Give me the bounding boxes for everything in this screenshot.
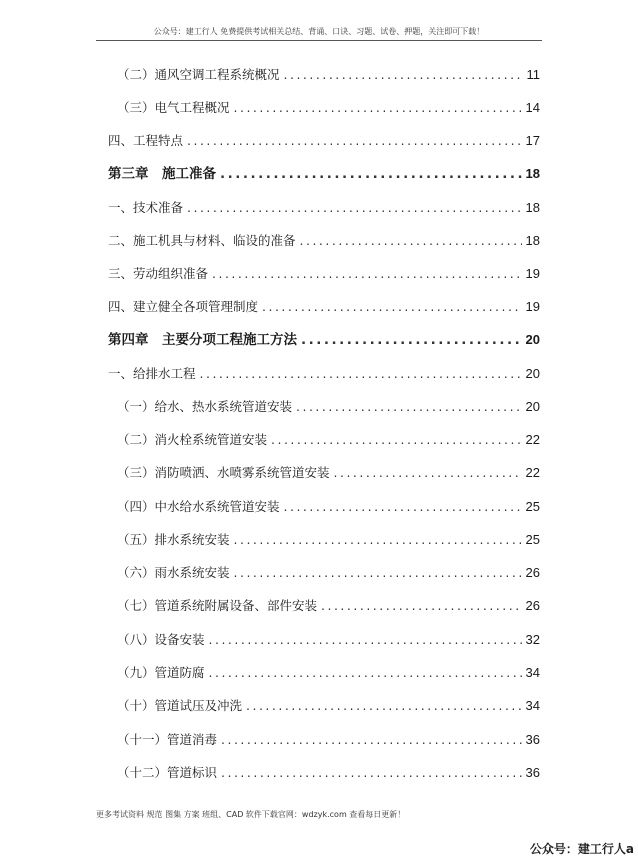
toc-dot-leader xyxy=(187,198,522,218)
toc-entry-page: 36 xyxy=(525,765,540,780)
toc-entry-title: （十一）管道消毒 xyxy=(117,732,218,747)
toc-entry[interactable] xyxy=(117,763,540,783)
toc-entry-page: 19 xyxy=(525,299,540,314)
toc-entry-page: 22 xyxy=(525,432,540,447)
toc-entry[interactable] xyxy=(117,497,540,517)
toc-entry[interactable] xyxy=(108,198,540,218)
toc-dot-leader xyxy=(321,596,522,616)
toc-dot-leader xyxy=(221,763,522,783)
toc-entry-title: （三）消防喷洒、水喷雾系统管道安装 xyxy=(117,465,330,480)
toc-entry[interactable] xyxy=(117,596,540,616)
toc-entry-title: （一）给水、热水系统管道安装 xyxy=(117,399,293,414)
watermark-label: 公众号：建工行人a xyxy=(529,842,634,856)
toc-entry-title: 第四章 主要分项工程施工方法 xyxy=(108,332,297,348)
toc-entry[interactable] xyxy=(108,364,540,384)
toc-entry-page: 14 xyxy=(525,100,540,115)
toc-entry[interactable] xyxy=(108,231,540,251)
toc-entry-title: 一、技术准备 xyxy=(108,200,184,215)
toc-dot-leader xyxy=(212,264,522,284)
toc-entry-page: 18 xyxy=(525,200,540,215)
toc-entry-page: 32 xyxy=(525,632,540,647)
toc-entry-page: 26 xyxy=(525,598,540,613)
toc-entry-title: 四、工程特点 xyxy=(108,133,184,148)
toc-dot-leader xyxy=(301,330,522,350)
toc-dot-leader xyxy=(200,364,522,384)
toc-entry[interactable] xyxy=(117,696,540,716)
toc-entry[interactable] xyxy=(108,264,540,284)
toc-entry-title: （三）电气工程概况 xyxy=(117,100,230,115)
toc-entry-title: （九）管道防腐 xyxy=(117,665,205,680)
toc-entry-title: （二）通风空调工程系统概况 xyxy=(117,67,280,82)
toc-entry-page: 25 xyxy=(525,532,540,547)
toc-entry-page: 26 xyxy=(525,565,540,580)
page-footer: 更多考试资料 规范 图集 方案 班组、CAD 软件下载官网：wdzyk.com 查看每日更新！ xyxy=(96,810,406,819)
toc-entry-title: 四、建立健全各项管理制度 xyxy=(108,299,259,314)
toc-entry-title: 三、劳动组织准备 xyxy=(108,266,209,281)
toc-entry-title: （二）消火栓系统管道安装 xyxy=(117,432,268,447)
toc-entry-page: 36 xyxy=(525,732,540,747)
toc-entry-title: 一、给排水工程 xyxy=(108,366,196,381)
toc-entry-page: 25 xyxy=(525,499,540,514)
toc-entry-title: （七）管道系统附属设备、部件安装 xyxy=(117,598,318,613)
toc-entry-title: （十二）管道标识 xyxy=(117,765,218,780)
toc-dot-leader xyxy=(234,98,522,118)
toc-dot-leader xyxy=(284,65,523,85)
toc-entry-page: 17 xyxy=(525,133,540,148)
toc-dot-leader xyxy=(220,164,522,184)
toc-entry-page: 11 xyxy=(526,67,540,82)
toc-entry-page: 34 xyxy=(525,698,540,713)
toc-entry[interactable] xyxy=(117,463,540,483)
toc-entry-page: 34 xyxy=(525,665,540,680)
toc-dot-leader xyxy=(221,730,522,750)
toc-dot-leader xyxy=(234,563,522,583)
toc-entry[interactable] xyxy=(117,730,540,750)
toc-entry-title: （四）中水给水系统管道安装 xyxy=(117,499,280,514)
toc-chapter-entry[interactable] xyxy=(108,164,540,184)
toc-entry[interactable] xyxy=(108,297,540,317)
toc-dot-leader xyxy=(271,430,522,450)
toc-entry-title: （八）设备安装 xyxy=(117,632,205,647)
toc-entry-title: （五）排水系统安装 xyxy=(117,532,230,547)
toc-entry-page: 18 xyxy=(525,233,540,248)
toc-chapter-entry[interactable] xyxy=(108,330,540,350)
toc-dot-leader xyxy=(209,663,522,683)
toc-entry[interactable] xyxy=(117,563,540,583)
toc-entry[interactable] xyxy=(117,630,540,650)
toc-dot-leader xyxy=(296,397,522,417)
toc-entry-page: 18 xyxy=(525,166,540,181)
toc-dot-leader xyxy=(262,297,522,317)
toc-entry-title: （六）雨水系统安装 xyxy=(117,565,230,580)
page-header: 公众号：建工行人 免费提供考试相关总结、背诵、口诀、习题、试卷、押题，关注即可下载！ xyxy=(153,27,485,36)
toc-entry[interactable] xyxy=(117,530,540,550)
toc-dot-leader xyxy=(300,231,522,251)
toc-entry[interactable] xyxy=(117,397,540,417)
toc-entry[interactable] xyxy=(117,98,540,118)
toc-dot-leader xyxy=(187,131,522,151)
toc-dot-leader xyxy=(334,463,522,483)
toc-entry[interactable] xyxy=(117,430,540,450)
toc-dot-leader xyxy=(284,497,522,517)
toc-entry-title: 二、施工机具与材料、临设的准备 xyxy=(108,233,296,248)
toc-entry-page: 20 xyxy=(525,332,540,347)
toc-dot-leader xyxy=(246,696,522,716)
toc-entry-title: （十）管道试压及冲洗 xyxy=(117,698,243,713)
toc-entry[interactable] xyxy=(108,131,540,151)
toc-entry-page: 19 xyxy=(525,266,540,281)
toc-dot-leader xyxy=(209,630,522,650)
toc-entry[interactable] xyxy=(117,663,540,683)
toc-dot-leader xyxy=(234,530,522,550)
toc-entry[interactable] xyxy=(117,65,540,85)
toc-entry-page: 20 xyxy=(525,366,540,381)
toc-entry-page: 22 xyxy=(525,465,540,480)
toc-entry-title: 第三章 施工准备 xyxy=(108,166,216,182)
toc-entry-page: 20 xyxy=(525,399,540,414)
